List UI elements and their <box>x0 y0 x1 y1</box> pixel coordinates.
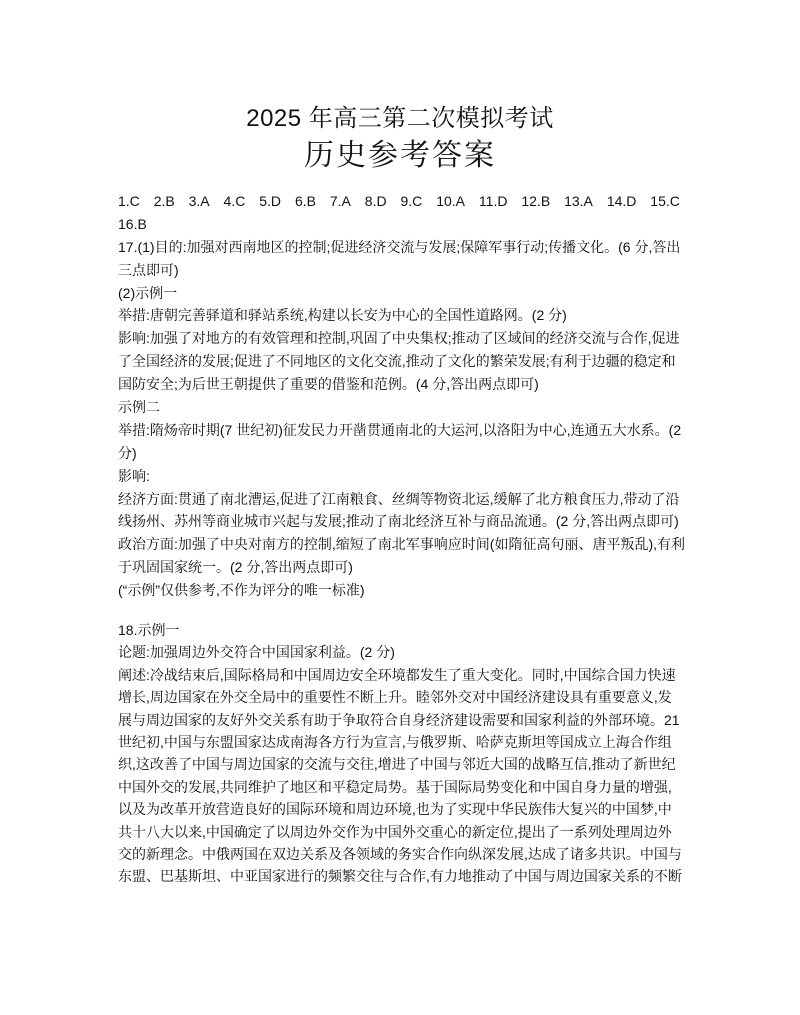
question-18-answer <box>118 619 688 888</box>
text-line: 交的新理念。中俄两国在双边关系及各领域的务实合作向纵深发展,达成了诸多共识。中国与 <box>118 845 682 862</box>
text-line: 织,这改善了中国与周边国家的交流与交往,增进了中国与邻近大国的战略互信,推动了新世纪 <box>118 756 676 773</box>
answer-item: 15.C <box>650 193 680 209</box>
answer-item: 11.D <box>478 193 508 209</box>
answer-item: 1.C <box>118 193 140 209</box>
text-line: 三点即可) <box>118 261 179 278</box>
multiple-choice-answers <box>118 190 680 213</box>
text-line: 论题:加强周边外交符合中国国家利益。(2 分) <box>118 644 395 661</box>
text-line: 世纪初,中国与东盟国家达成南海各方行为宣言,与俄罗斯、哈萨克斯坦等国成立上海合作组 <box>118 733 672 750</box>
answer-line: 16.B <box>118 215 147 232</box>
answer-item: 2.B <box>153 193 175 209</box>
text-line: (2)示例一 <box>118 284 178 301</box>
text-line: 18.示例一 <box>118 622 180 639</box>
answer-item: 10.A <box>436 193 466 209</box>
text-line: 阐述:冷战结束后,国际格局和中国周边安全环境都发生了重大变化。同时,中国综合国力快速 <box>118 666 676 683</box>
document-subtitle: 历史参考答案 <box>304 139 496 172</box>
text-line: 展与周边国家的友好外交关系有助于争取符合自身经济建设需要和国家利益的外部环境。21 <box>118 711 680 728</box>
text-line: 举措:唐朝完善驿道和驿站系统,构建以长安为中心的全国性道路网。(2 分) <box>118 307 567 324</box>
answer-item: 5.D <box>259 193 282 209</box>
answer-item: 14.D <box>606 193 637 209</box>
text-line: 于巩固国家统一。(2 分,答出两点即可) <box>118 559 353 576</box>
text-line: 了全国经济的发展;促进了不同地区的文化交流,推动了文化的繁荣发展;有利于边疆的稳定和 <box>118 353 676 370</box>
answer-item: 13.A <box>564 193 593 209</box>
text-line: 东盟、巴基斯坦、中亚国家进行的频繁交往与合作,有力地推动了中国与周边国家关系的不断 <box>118 868 682 885</box>
answer-item: 7.A <box>329 193 351 209</box>
text-line: 影响:加强了对地方的有效管理和控制,巩固了中央集权;推动了区域间的经济交流与合作,促进 <box>118 330 680 347</box>
answer-item: 4.C <box>223 193 246 209</box>
text-line: 经济方面:贯通了南北漕运,促进了江南粮食、丝绸等物资北运,缓解了北方粮食压力,带动了沿 <box>118 490 680 507</box>
text-line: 线扬州、苏州等商业城市兴起与发展;推动了南北经济互补与商品流通。(2 分,答出两点即可) <box>118 513 679 530</box>
text-line: (“示例”仅供参考,不作为评分的唯一标准) <box>118 582 365 599</box>
text-line: 增长,周边国家在外交全局中的重要性不断上升。睦邻外交对中国经济建设具有重要意义,发 <box>118 689 672 706</box>
text-line: 分) <box>118 444 137 461</box>
text-line: 国防安全;为后世王朝提供了重要的借鉴和范例。(4 分,答出两点即可) <box>118 376 539 393</box>
text-line: 政治方面:加强了中央对南方的控制,缩短了南北军事响应时间(如隋征高句丽、唐平叛乱),有利 <box>118 536 685 553</box>
text-line: 示例二 <box>118 399 160 416</box>
answer-item: 9.C <box>400 193 423 209</box>
text-line: 中国外交的发展,共同维护了地区和平稳定局势。基于国际局势变化和中国自身力量的增强, <box>118 778 672 795</box>
text-line: 影响: <box>118 467 150 484</box>
text-line: 17.(1)目的:加强对西南地区的控制;促进经济交流与发展;保障军事行动;传播文化。(6 分,答出 <box>118 238 681 255</box>
answer-item: 8.D <box>364 193 387 209</box>
answer-item: 6.B <box>294 193 316 209</box>
text-line: 举措:隋炀帝时期(7 世纪初)征发民力开凿贯通南北的大运河,以洛阳为中心,连通五大水系。(2 <box>118 421 682 438</box>
answer-item: 3.A <box>188 193 210 209</box>
question-17-answer <box>118 236 688 602</box>
text-line: 以及为改革开放营造良好的国际环境和周边环境,也为了实现中华民族伟大复兴的中国梦,中 <box>118 801 672 818</box>
answer-item: 12.B <box>521 193 551 209</box>
exam-title: 2025 年高三第二次模拟考试 <box>246 105 554 132</box>
text-line: 共十八大以来,中国确定了以周边外交作为中国外交重心的新定位,提出了一系列处理周边外 <box>118 823 672 840</box>
answer-body <box>118 190 688 888</box>
